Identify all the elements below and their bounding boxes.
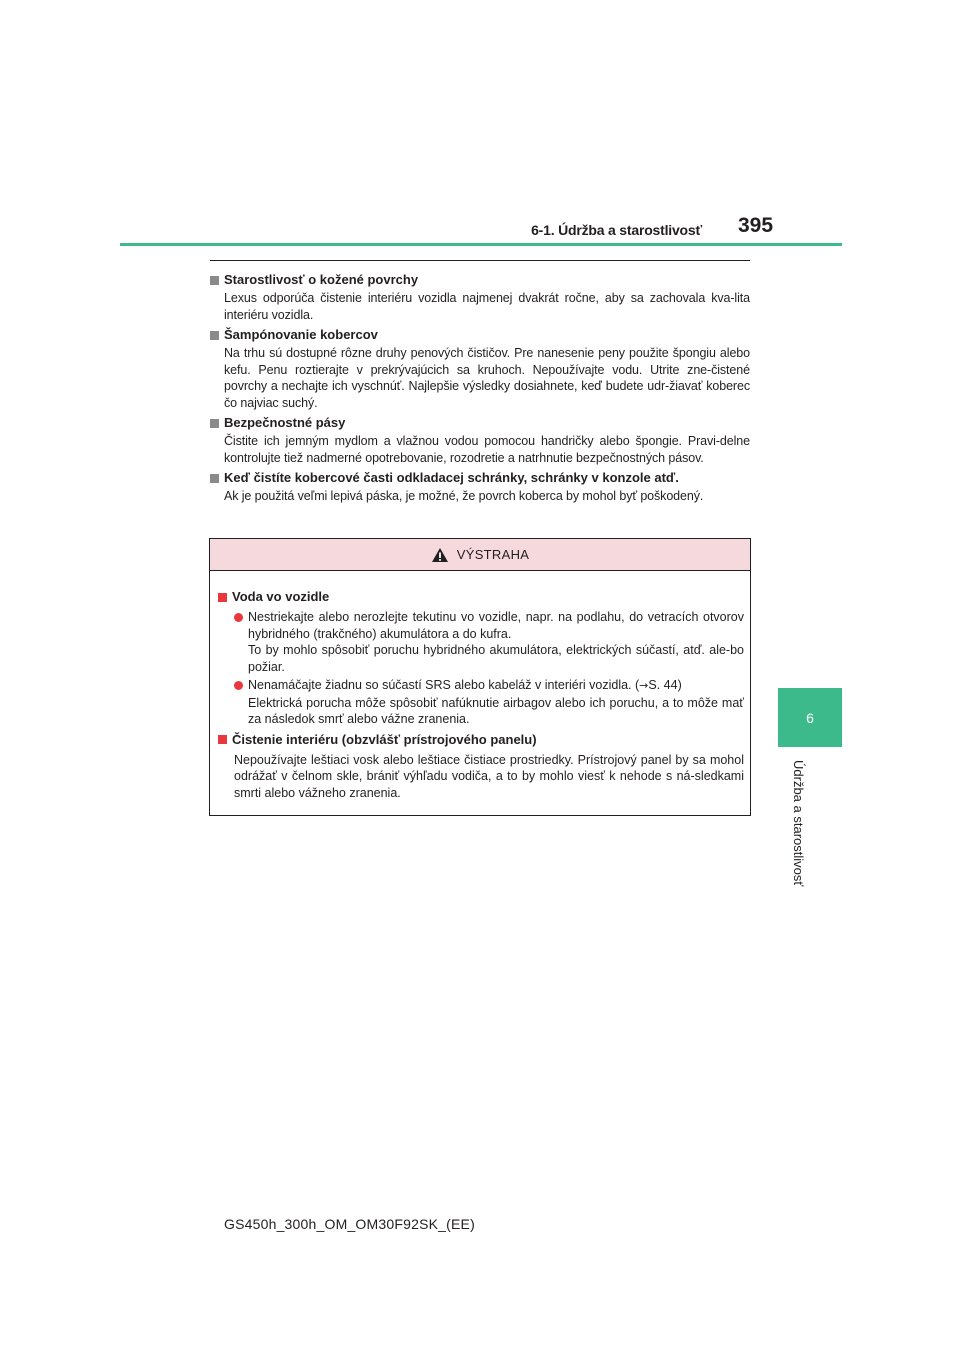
warning-bullet: Nenamáčajte žiadnu so súčastí SRS alebo kabeláž v interiéri vozidla. (→S. 44) Elektrická porucha môže spôsobiť nafúknutie airbagov alebo ich poruchu, a to môže mať za následok smrť alebo vážne zranenia. <box>234 677 744 728</box>
warning-heading-water: Voda vo vozidle <box>218 587 744 607</box>
section-heading: Bezpečnostné pásy <box>210 413 750 433</box>
chapter-tab <box>778 688 842 747</box>
warning-triangle-icon <box>431 547 449 563</box>
arrow-right-icon: → <box>639 679 649 692</box>
section-leather <box>210 270 750 323</box>
section-seatbelts <box>210 413 750 466</box>
content-top-rule <box>210 260 750 261</box>
maintenance-sections <box>210 268 750 506</box>
page-reference: S. 44) <box>648 678 682 692</box>
chapter-number: 6 <box>806 709 814 726</box>
section-body: Čistite ich jemným mydlom a vlažnou vodou pomocou handričky alebo špongie. Pravi-delne kontrolujte tiež nadmerné opotrebovanie, rozodretie a natrhnutie bezpečnostných pásov. <box>224 434 750 465</box>
footer-manual-code: GS450h_300h_OM_OM30F92SK_(EE) <box>224 1216 475 1232</box>
red-square-bullet-icon <box>218 735 227 744</box>
section-heading: Starostlivosť o kožené povrchy <box>210 270 750 290</box>
square-bullet-icon <box>210 276 219 285</box>
section-body: Lexus odporúča čistenie interiéru vozidla najmenej dvakrát ročne, aby sa zachovala kva-lita interiéru vozidla. <box>224 291 750 322</box>
section-carpeted-compartments <box>210 468 750 505</box>
section-body: Ak je použitá veľmi lepivá páska, je možné, že povrch koberca by mohol byť poškodený. <box>224 489 704 503</box>
square-bullet-icon <box>210 474 219 483</box>
warning-bullet: Nestriekajte alebo nerozlejte tekutinu vo vozidle, napr. na podlahu, do vetracích otvorov hybridného (trakčného) akumulátora a do kufra. To by mohlo spôsobiť poruchu hybridného akumulátora, elektrických súčastí, atď. ale-bo požiar. <box>234 609 744 675</box>
header-rule <box>120 243 842 246</box>
section-heading: Šampónovanie kobercov <box>210 325 750 345</box>
warning-interior-body: Nepoužívajte leštiaci vosk alebo leštiace čistiace prostriedky. Prístrojový panel by sa mohol odrážať v čelnom skle, brániť výhľadu vodiča, a to by mohlo viesť k nehode s ná-sledkami smrti alebo vážneho zranenia. <box>234 752 744 800</box>
page-number: 395 <box>738 214 774 237</box>
warning-heading-interior: Čistenie interiéru (obzvlášť prístrojového panelu) <box>218 730 744 750</box>
red-dot-bullet-icon <box>234 613 243 622</box>
warning-box <box>209 538 751 816</box>
warning-header <box>210 539 750 571</box>
running-header-title: 6-1. Údržba a starostlivosť <box>531 222 702 238</box>
warning-body <box>210 571 750 801</box>
chapter-title-vertical: Údržba a starostlivosť <box>791 760 806 887</box>
square-bullet-icon <box>210 331 219 340</box>
red-dot-bullet-icon <box>234 681 243 690</box>
section-heading: Keď čistíte kobercové časti odkladacej schránky, schránky v konzole atď. <box>210 468 750 488</box>
red-square-bullet-icon <box>218 593 227 602</box>
section-carpet <box>210 325 750 411</box>
section-body: Na trhu sú dostupné rôzne druhy penových čističov. Pre nanesenie peny použite špongiu alebo kefu. Penu roztierajte v prekrývajúcich sa kruhoch. Nepoužívajte vodu. Utrite zne-čistené povrchy a nechajte ich vyschnúť. Najlepšie výsledky dosiahnete, keď budete udr-žiavať koberec čo najviac suchý. <box>224 346 750 410</box>
warning-label: VÝSTRAHA <box>456 547 530 562</box>
square-bullet-icon <box>210 419 219 428</box>
